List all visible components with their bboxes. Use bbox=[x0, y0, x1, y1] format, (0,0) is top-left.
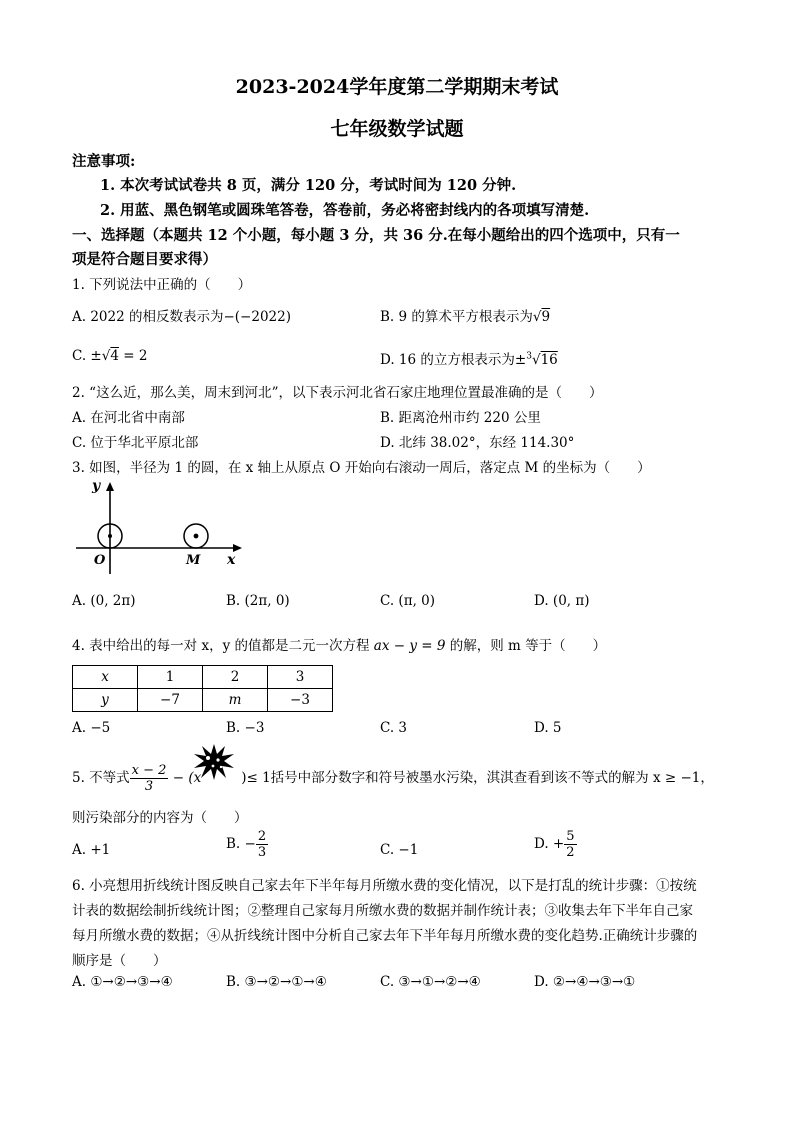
q6-stem-line4: 顺序是（ ） bbox=[72, 953, 167, 969]
q3-option-b: B. (2π, 0) bbox=[226, 593, 290, 609]
section-heading-cont: 项是符合题目要求得） bbox=[72, 251, 217, 268]
y-label: y bbox=[92, 478, 101, 494]
table-row bbox=[73, 689, 333, 712]
q6-stem-line1: 6. 小亮想用折线统计图反映自己家去年下半年每月所缴水费的变化情况，以下是打乱的统计步骤：①按统 bbox=[72, 878, 697, 894]
exam-subtitle: 七年级数学试题 bbox=[330, 118, 464, 140]
table-cell: 2 bbox=[203, 666, 268, 689]
q2-stem: 2. “这么近，那么美，周末到河北”，以下表示河北省石家庄地理位置最准确的是（ ） bbox=[72, 385, 603, 401]
q3-option-c: C. (π, 0) bbox=[380, 593, 436, 609]
q6-stem-line2: 计表的数据绘制折线统计图；②整理自己家每月所缴水费的数据并制作统计表；③收集去年下半年自己家 bbox=[72, 903, 693, 919]
y-axis-arrow bbox=[106, 482, 114, 491]
x-label: x bbox=[227, 552, 236, 568]
q5-stem-cont: 则污染部分的内容为（ ） bbox=[72, 810, 248, 826]
q4-stem: 4. 表中给出的每一对 x，y 的值都是二元一次方程 ax − y = 9 的解，则 m 等于（ ） bbox=[72, 638, 607, 654]
q5-option-a: A. +1 bbox=[72, 842, 111, 858]
q6-option-b: B. ③→②→①→④ bbox=[226, 974, 327, 990]
q5-stem: 5. 不等式 $\frac{x - 2}{3}$ − (x )≤ 1括号中部分数字和符号被墨水污染，淇淇查看到该不等式的解为 x ≥ −1， bbox=[72, 763, 714, 794]
point-m bbox=[194, 534, 199, 539]
table-cell: x bbox=[73, 666, 138, 689]
table-cell: 1 bbox=[138, 666, 203, 689]
o-label: O bbox=[94, 553, 106, 568]
ink-stain-icon bbox=[192, 742, 236, 782]
table-cell: −3 bbox=[268, 689, 333, 712]
q6-stem-line3: 每月所缴水费的数据；④从折线统计图中分析自己家去年下半年每月所缴水费的变化趋势.正确统计步骤的 bbox=[72, 928, 698, 944]
q1-option-a: A. 2022 的相反数表示为−(−2022) bbox=[72, 309, 291, 325]
q3-stem: 3. 如图，半径为 1 的圆，在 x 轴上从原点 O 开始向右滚动一周后，落定点 M 的坐标为（ ） bbox=[72, 460, 651, 476]
notice-item-2: 2. 用蓝、黑色钢笔或圆珠笔答卷，答卷前，务必将密封线内的各项填写清楚. bbox=[100, 202, 590, 219]
table-cell: −7 bbox=[138, 689, 203, 712]
table-cell: y bbox=[73, 689, 138, 712]
q2-option-d: D. 北纬 38.02°，东经 114.30° bbox=[380, 435, 575, 451]
q1-option-c: C. ±√4 = 2 bbox=[72, 348, 148, 364]
q1-option-d: D. 16 的立方根表示为±$^3$√16 bbox=[380, 351, 558, 368]
q2-option-c: C. 位于华北平原北部 bbox=[72, 435, 199, 451]
m-label: M bbox=[186, 553, 201, 568]
q2-option-b: B. 距离沧州市约 220 公里 bbox=[380, 410, 541, 426]
q3-option-a: A. (0, 2π) bbox=[72, 593, 136, 609]
q3-figure bbox=[70, 476, 250, 576]
q2-option-a: A. 在河北省中南部 bbox=[72, 410, 185, 426]
q5-option-d: D. + $\frac{5}{2}$ bbox=[534, 829, 575, 860]
q5-option-b: B. − $\frac{2}{3}$ bbox=[226, 829, 267, 860]
q6-option-d: D. ②→④→③→① bbox=[534, 974, 636, 990]
x-axis-arrow bbox=[233, 544, 242, 552]
q4-option-d: D. 5 bbox=[534, 720, 562, 736]
q4-option-c: C. 3 bbox=[380, 720, 408, 736]
table-cell: m bbox=[203, 689, 268, 712]
point-at-origin bbox=[108, 534, 112, 538]
section-heading: 一、选择题（本题共 12 个小题，每小题 3 分，共 36 分.在每小题给出的四个选项中，只有一 bbox=[72, 227, 680, 244]
q6-option-c: C. ③→①→②→④ bbox=[380, 974, 481, 990]
q1-option-b: B. 9 的算术平方根表示为√9 bbox=[380, 309, 551, 325]
q4-table bbox=[72, 665, 333, 712]
exam-title: 2023-2024学年度第二学期期末考试 bbox=[235, 76, 559, 98]
q3-option-d: D. (0, π) bbox=[534, 593, 590, 609]
table-row bbox=[73, 666, 333, 689]
notice-item-1: 1. 本次考试试卷共 8 页，满分 120 分，考试时间为 120 分钟. bbox=[100, 177, 517, 194]
q6-option-a: A. ①→②→③→④ bbox=[72, 974, 173, 990]
q1-stem: 1. 下列说法中正确的（ ） bbox=[72, 277, 252, 293]
q4-option-b: B. −3 bbox=[226, 720, 265, 736]
q5-option-c: C. −1 bbox=[380, 842, 419, 858]
table-cell: 3 bbox=[268, 666, 333, 689]
q4-option-a: A. −5 bbox=[72, 720, 111, 736]
notice-heading: 注意事项: bbox=[72, 153, 136, 170]
